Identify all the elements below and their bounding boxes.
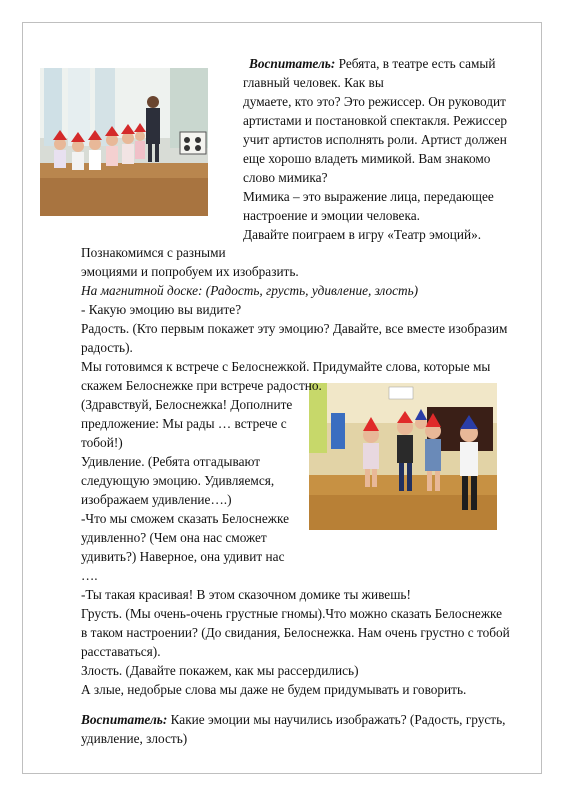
line-35-text: Какие эмоции мы научились изображать? (Радость, грусть, <box>167 712 506 727</box>
magnetic-board-line: На магнитной доске: (Радость, грусть, удивление, злость) <box>81 283 419 298</box>
line-25: -Что мы сможем сказать Белоснежке <box>81 511 289 526</box>
line-18: скажем Белоснежке при встрече радостно. <box>81 378 322 393</box>
speaker-label: Воспитатель: <box>249 56 336 71</box>
line-16: радость). <box>81 340 133 355</box>
line-24: изображаем удивление….) <box>81 492 232 507</box>
line-10: Давайте поиграем в игру «Театр эмоций». <box>243 227 482 242</box>
line-9: настроение и эмоции человека. <box>243 208 420 223</box>
line-36: удивление, злость) <box>81 731 188 746</box>
line-5: учит артистов исполнять роли. Артист должен <box>243 132 507 147</box>
line-15: Радость. (Кто первым покажет эту эмоцию? Давайте, все вместе изобразим <box>81 321 508 336</box>
line-28: …. <box>81 568 98 583</box>
line-4: артистами и постановкой спектакля. Режиссер <box>243 113 508 128</box>
line-12: эмоциями и попробуем их изобразить. <box>81 264 299 279</box>
line-27: удивить?) Наверное, она удивит нас <box>81 549 285 564</box>
line-7: слово мимика? <box>243 170 328 185</box>
line-22: Удивление. (Ребята отгадывают <box>81 454 261 469</box>
line-3: думаете, кто это? Это режиссер. Он руководит <box>243 94 506 109</box>
line-19: (Здравствуй, Белоснежка! Дополните <box>81 397 293 412</box>
line-29: -Ты такая красивая! В этом сказочном домике ты живешь! <box>81 587 411 602</box>
line-35 <box>81 710 506 729</box>
line-33: Злость. (Давайте покажем, как мы рассердились) <box>81 663 359 678</box>
line-6: еще хорошо владеть мимикой. Вам знакомо <box>243 151 491 166</box>
line-26: удивленно? (Чем она нас сможет <box>81 530 267 545</box>
line-11: Познакомимся с разными <box>81 245 226 260</box>
line-2: главный человек. Как вы <box>243 75 384 90</box>
line-23: следующую эмоцию. Удивляемся, <box>81 473 275 488</box>
line-32: расставаться). <box>81 644 161 659</box>
line-34: А злые, недобрые слова мы даже не будем придумывать и говорить. <box>81 682 467 697</box>
photo-children-gnome-hats <box>309 383 497 530</box>
line-30: Грусть. (Мы очень-очень грустные гномы).Что можно сказать Белоснежке <box>81 606 503 621</box>
line-8: Мимика – это выражение лица, передающее <box>243 189 494 204</box>
line-21: тобой!) <box>81 435 123 450</box>
photo-teacher-children <box>40 68 208 216</box>
line-31: в таком настроении? (До свидания, Белоснежка. Нам очень грустно с тобой <box>81 625 510 640</box>
speaker-label-2: Воспитатель: <box>81 712 168 727</box>
line-1-text: Ребята, в театре есть самый <box>335 56 496 71</box>
line-17: Мы готовимся к встрече с Белоснежкой. Придумайте слова, которые мы <box>81 359 491 374</box>
line-14: - Какую эмоцию вы видите? <box>81 302 242 317</box>
line-20: предложение: Мы рады … встрече с <box>81 416 287 431</box>
line-1 <box>249 54 495 73</box>
